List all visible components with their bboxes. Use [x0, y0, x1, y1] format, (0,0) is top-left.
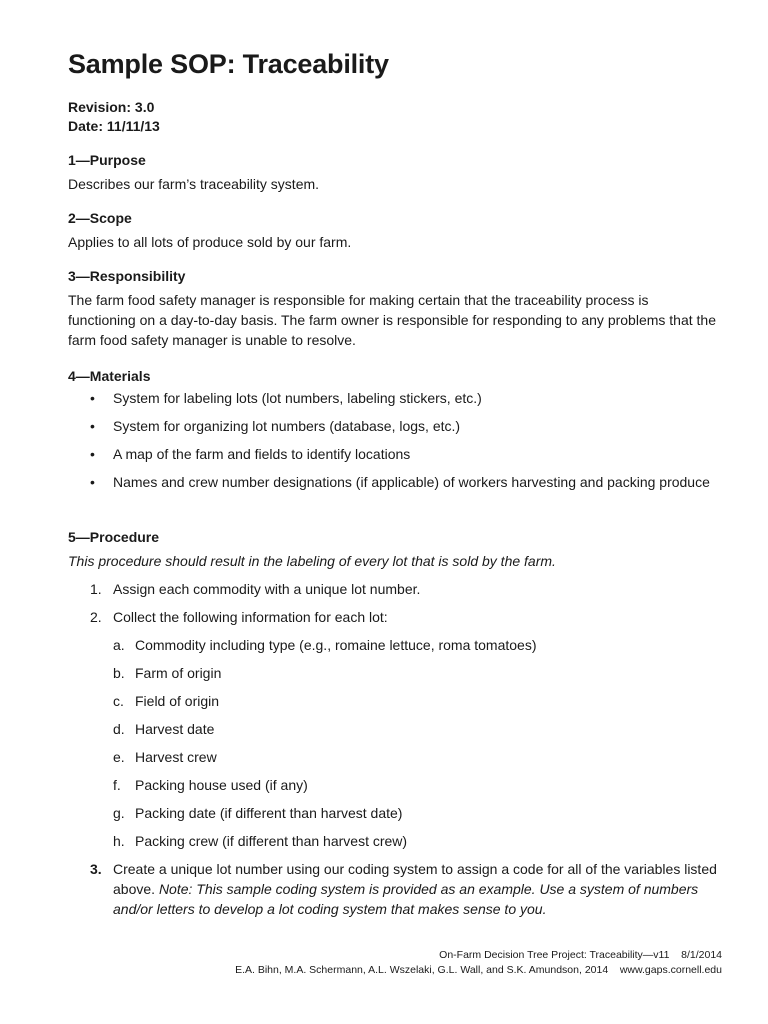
- procedure-substep: a. Commodity including type (e.g., romaine lettuce, roma tomatoes): [113, 637, 537, 653]
- procedure-step: [68, 607, 728, 635]
- document-header: [68, 44, 718, 136]
- document-meta: [68, 98, 718, 136]
- bullet-icon: •: [90, 418, 95, 434]
- procedure-substep: g. Packing date (if different than harvest date): [113, 805, 403, 821]
- section-procedure: [68, 527, 728, 571]
- section-scope: [68, 208, 728, 252]
- section-text: Applies to all lots of produce sold by our farm.: [68, 234, 352, 250]
- procedure-steps: [68, 579, 728, 919]
- bullet-icon: •: [90, 474, 95, 490]
- page-title: Sample SOP: Traceability: [68, 49, 389, 79]
- procedure-step: [68, 579, 728, 607]
- date: Date: 11/11/13: [68, 118, 160, 134]
- section-materials: [68, 366, 728, 500]
- footer-project: On-Farm Decision Tree Project: Traceability—v11 8/1/2014: [439, 949, 722, 961]
- procedure-substep: h. Packing crew (if different than harvest crew): [113, 833, 408, 849]
- procedure-substep: f. Packing house used (if any): [113, 777, 308, 793]
- procedure-substep: c. Field of origin: [113, 693, 220, 709]
- step-number: 3.: [90, 861, 102, 877]
- section-heading: 4—Materials: [68, 368, 151, 384]
- section-heading: 2—Scope: [68, 210, 132, 226]
- list-item: • System for organizing lot numbers (database, logs, etc.): [90, 418, 461, 434]
- step-number: 1.: [90, 581, 102, 597]
- procedure-substep: e. Harvest crew: [113, 749, 217, 765]
- step-number: 2.: [90, 609, 102, 625]
- procedure-step: [68, 859, 718, 919]
- list-item: • Names and crew number designations (if applicable) of workers harvesting and packing produce: [90, 474, 710, 490]
- section-heading: 1—Purpose: [68, 152, 146, 168]
- revision: Revision: 3.0: [68, 99, 155, 115]
- bullet-icon: •: [90, 390, 95, 406]
- step-text: Assign each commodity with a unique lot number.: [113, 581, 421, 597]
- list-item: • System for labeling lots (lot numbers, labeling stickers, etc.): [90, 390, 482, 406]
- section-heading: 3—Responsibility: [68, 268, 186, 284]
- section-purpose: [68, 150, 728, 194]
- procedure-substep: d. Harvest date: [113, 721, 215, 737]
- materials-list: [68, 388, 728, 492]
- step-text: Create a unique lot number using our coding system to assign a code for all of the variables listed above. Note: This sample coding system is provided as an example. Use a system of numbers and/or letters to develop a lot coding system that makes sense to you.: [113, 861, 717, 917]
- page-footer: [235, 948, 722, 978]
- step-text: Collect the following information for each lot:: [113, 609, 388, 625]
- step-note: Note: This sample coding system is provided as an example. Use a system of numbers and/or letters to develop a lot coding system that makes sense to you.: [113, 881, 699, 917]
- section-heading: 5—Procedure: [68, 529, 160, 545]
- section-text: Describes our farm’s traceability system.: [68, 176, 320, 192]
- procedure-intro: This procedure should result in the labeling of every lot that is sold by the farm.: [68, 553, 556, 569]
- section-text: The farm food safety manager is responsible for making certain that the traceability process is functioning on a day-to-day basis. The farm owner is responsible for responding to any problems that the farm food safety manager is unable to resolve.: [68, 292, 716, 348]
- bullet-icon: •: [90, 446, 95, 462]
- procedure-substep: b. Farm of origin: [113, 665, 222, 681]
- footer-authors: E.A. Bihn, M.A. Schermann, A.L. Wszelaki, G.L. Wall, and S.K. Amundson, 2014 www.gaps.cornell.edu: [235, 964, 722, 976]
- section-responsibility: [68, 266, 718, 350]
- list-item: • A map of the farm and fields to identify locations: [90, 446, 411, 462]
